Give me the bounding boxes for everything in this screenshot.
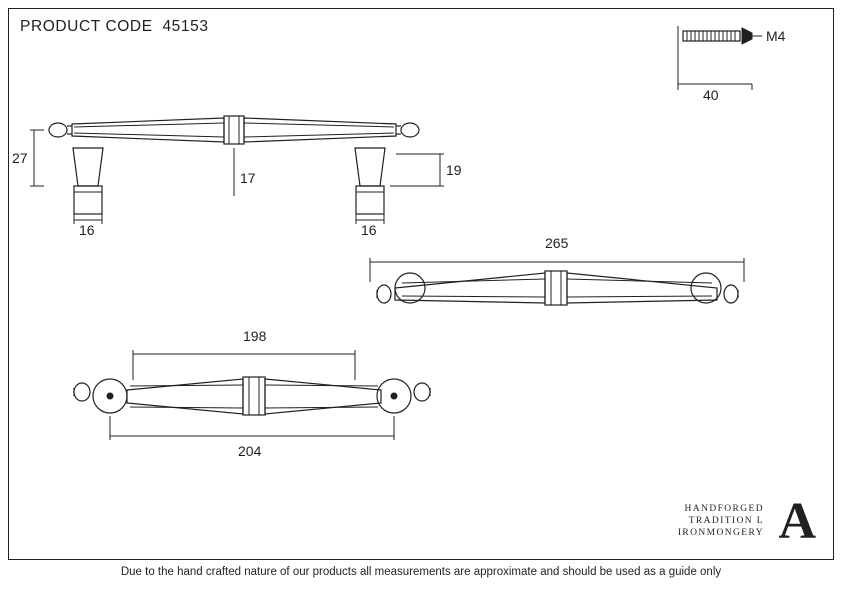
dimension-204: 204: [238, 443, 262, 459]
dimension-m4: M4: [766, 28, 786, 44]
dimension-198: 198: [243, 328, 267, 344]
brand-logo-icon: A: [778, 493, 816, 550]
dimension-27: 27: [12, 150, 28, 166]
view-side-elevation: [30, 116, 444, 224]
dimension-16-right: 16: [361, 222, 377, 238]
dimension-40: 40: [703, 87, 719, 103]
dimension-16-left: 16: [79, 222, 95, 238]
disclaimer-note: Due to the hand crafted nature of our products all measurements are approximate and should be used as a guide only: [120, 566, 722, 578]
view-front-elevation: [370, 258, 744, 305]
dimension-265: 265: [545, 235, 569, 251]
page-title: PRODUCT CODE 45153: [20, 18, 209, 35]
view-plan-centres: [74, 350, 430, 440]
brand-line-2: TRADITION L: [688, 516, 764, 526]
dimension-17: 17: [240, 170, 256, 186]
brand-wordmark: [634, 503, 764, 539]
dimension-19: 19: [446, 162, 462, 178]
brand-line-1: HANDFORGED: [684, 504, 764, 514]
brand-line-3: IRONMONGERY: [677, 528, 764, 538]
view-fixing-screw: [678, 26, 762, 90]
